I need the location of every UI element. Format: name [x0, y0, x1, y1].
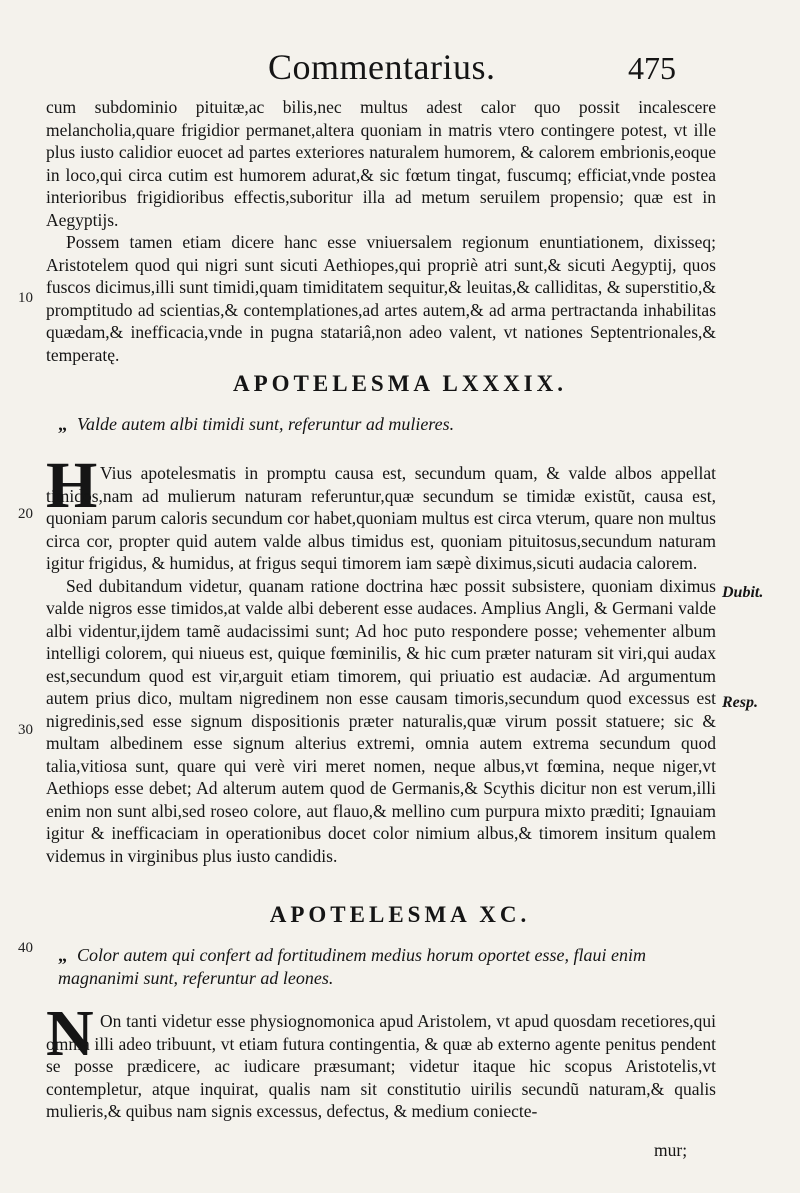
section-body-xc — [46, 1010, 716, 1123]
commentary-block-1 — [46, 96, 716, 366]
section-heading-lxxxix: APOTELESMA LXXXIX. — [233, 371, 567, 396]
lemma-lxxxix — [58, 413, 716, 436]
drop-cap: N — [46, 997, 94, 1070]
section-body-lxxxix — [46, 462, 716, 867]
margin-note-resp: Resp. — [722, 694, 758, 711]
paragraph: Sed dubitandum videtur, quanam ratione doctrina hæc possit subsistere, quoniam diximus valde nigros esse timidos,at valde albi deberent esse audaces. Amplius Angli, & Germani valde albi videntur,ijdem tamẽ audacissimi sunt; Ad hoc puto respondere posse; vehementer album intelligi colorem, qui niueus est, quique fœminilis, & hic cum præter naturam sit viri,qui audax est,secundum quod est vir,arguit etiam timorem, qui priuatio est audaciæ. Ad argumentum autem prius dico, multam nigredinem non esse causam timoris,secundum quod excessus est nigredinis,sed esse signum dispositionis præter naturalis,quæ virum possit statuere; sic & multam albedinem esse signum alterius extremi, omnia autem extrema secundum quod talia,vitiosa sunt, quare qui verè viri meret nomen, neque albus,vt fœmina, neque niger,vt Aethiops esse debet; Ad alterum autem quod de Germanis,& Scythis dicitur non est verum,illi enim non sunt albi,sed roseo colore, aut flauo,& mellino cum purpura mixto præditi; Ignauiam igitur & inefficaciam in operationibus docet color nimium albus,& timorem insitum qualem videmus in virginibus plus iusto candidis. — [46, 575, 716, 866]
quote-mark: „ — [58, 945, 67, 965]
page-header — [0, 46, 800, 96]
line-number: 30 — [18, 722, 33, 738]
lemma-xc — [58, 944, 716, 990]
line-number: 20 — [18, 506, 33, 522]
paragraph: Vius apotelesmatis in promptu causa est, secundum quam, & valde albos appellat timidos,nam ad mulierum naturam referuntur,quæ secundum se timidæ existũt, causa est, quoniam parum caloris secundum cor habet,quoniam multus est circa vterum, quare non multus circa cor, propter quid autem valde albus timidus est, quoniam pituitosus,secundum naturam igitur frigidus, & humidus, at frigus sequi timorem iam sæpè diximus,sicuti audacia calorem. — [46, 463, 716, 573]
paragraph: cum subdominio pituitæ,ac bilis,nec multus adest calor quo possit incalescere melancholia,quare frigidior permanet,altera quoniam in matris vtero contingere potest, vt ille plus iusto calidior euocet ad partes exteriores naturalem humorem, & calorem embrionis,eoque in loco,qui circa cutim est humorem adurat,& sic fœtum tingat, fuscumq; efficiat,vnde postea interioribus frigidioribus effectis,suboritur illa ad metum seruilem propensio; quæ est in Aegyptijs. — [46, 97, 716, 230]
lemma-text: Valde autem albi timidi sunt, referuntur ad mulieres. — [77, 414, 455, 434]
paragraph: Possem tamen etiam dicere hanc esse vniuersalem regionum enuntiationem, dixisseq; Aristotelem quod qui nigri sunt sicuti Aethiopes,qui propriè atri sunt,& sicuti Aegyptij, quos fuscos dicimus,illi sunt timidi,quam timiditatem sequitur,& leuitas,& calliditas, & superstitio,& promptitudo ad scientias,& contemplationes,ad artes autem,& ad arma pertractanda inhabilitas quædam,& inefficacia,vnde in pugna statariâ,non adeo valent, vt nationes Septentrionales,& temperatę. — [46, 232, 716, 365]
section-heading-xc: APOTELESMA XC. — [269, 902, 531, 927]
quote-mark: „ — [58, 414, 67, 434]
page-number: 475 — [628, 50, 676, 86]
running-title: Commentarius. — [268, 47, 496, 87]
drop-cap: H — [46, 449, 98, 522]
margin-note-dubit: Dubit. — [722, 584, 764, 601]
paragraph: On tanti videtur esse physiognomonica apud Aristolem, vt apud quosdam recetiores,qui omnia illi adeo tribuunt, vt etiam futura contingentia, & quæ ab externo agente penitus pendent se posse prædicere, ac iudicare præsumant; videtur itaque hic scopus Aristotelis,vt contempletur, atque inquirat, qualis nam sit constitutio uirilis secundũ naturam,& qualis mulieris,& quibus nam signis excessus, defectus, & medium coniecte- — [46, 1011, 716, 1121]
lemma-text: Color autem qui confert ad fortitudinem medius horum oportet esse, flaui enim magnanimi sunt, referuntur ad leones. — [58, 945, 646, 988]
line-number: 10 — [18, 290, 33, 306]
line-number: 40 — [18, 940, 33, 956]
catchword: mur; — [654, 1140, 688, 1160]
